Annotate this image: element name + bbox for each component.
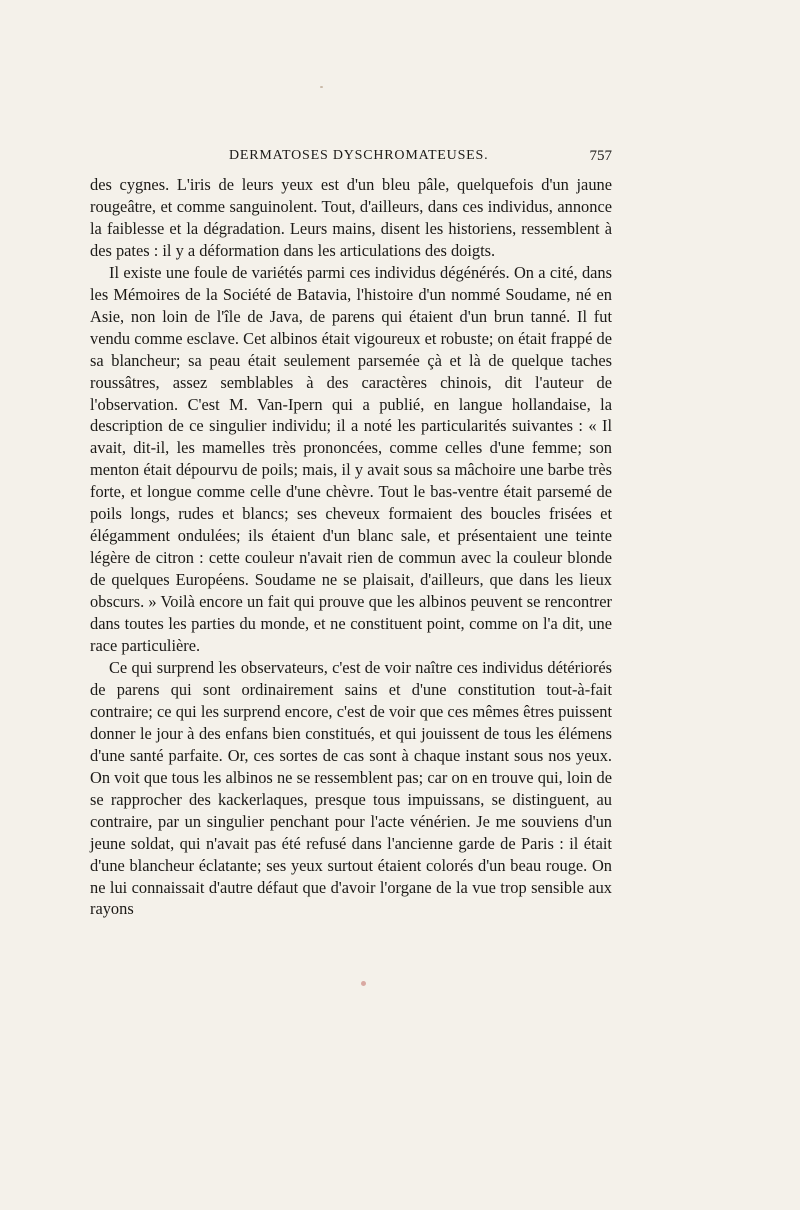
page-number: 757 bbox=[589, 148, 612, 164]
paragraph-observers: Ce qui surprend les observateurs, c'est de voir naître ces individus détériorés de parens qui sont ordinairement sains et d'une constitution tout-à-fait contraire; ce qui les surprend encore, c'est de voir que ces mêmes êtres puissent donner le jour à des enfans bien constitués, et qui jouissent de tous les élémens d'une santé parfaite. Or, ces sortes de cas sont à chaque instant sous nos yeux. On voit que tous les albinos ne se ressemblent pas; car on en trouve qui, loin de se rapprocher des kackerlaques, presque tous impuissans, se distinguent, au contraire, par un singulier penchant pour l'acte vénérien. Je me souviens d'un jeune soldat, qui n'avait pas été refusé dans l'ancienne garde de Paris : il était d'une blancheur éclatante; ses yeux surtout étaient colorés d'un beau rouge. On ne lui connaissait d'autre défaut que d'avoir l'organe de la vue trop sensible aux rayons bbox=[90, 657, 612, 919]
paper-speck bbox=[361, 981, 366, 986]
paragraph-continued: des cygnes. L'iris de leurs yeux est d'un bleu pâle, quelquefois d'un jaune rougeâtre, et comme sanguinolent. Tout, d'ailleurs, dans ces individus, annonce la faiblesse et la dégradation. Leurs mains, disent les historiens, ressemblent à des pates : il y a déformation dans les articulations des doigts. bbox=[90, 175, 612, 260]
paragraph-soudame: Il existe une foule de variétés parmi ces individus dégénérés. On a cité, dans les Mémoires de la Société de Batavia, l'histoire d'un nommé Soudame, né en Asie, non loin de l'île de Java, de parens qui étaient d'un brun tanné. Il fut vendu comme esclave. Cet albinos était vigoureux et robuste; on était frappé de sa blancheur; sa peau était seulement parsemée çà et là de quelque taches roussâtres, assez semblables à des caractères chinois, dit l'auteur de l'observation. C'est M. Van-Ipern qui a publié, en langue hollandaise, la description de ce singulier individu; il a noté les particularités suivantes : « Il avait, dit-il, les mamelles très prononcées, comme celles d'une femme; son menton était dépourvu de poils; mais, il y avait sous sa mâchoire une barbe très forte, et longue comme celle d'une chèvre. Tout le bas-ventre était parsemé de poils longs, rudes et blancs; ses cheveux formaient des boucles frisées et élégamment ondulées; ils étaient d'un blanc sale, et présentaient une teinte légère de citron : cette couleur n'avait rien de commun avec la couleur blonde de quelques Européens. Soudame ne se plaisait, d'ailleurs, que dans les lieux obscurs. » Voilà encore un fait qui prouve que les albinos peuvent se rencontrer dans toutes les parties du monde, et ne constituent point, comme on l'a dit, une race particulière. bbox=[90, 262, 612, 656]
paper-speck bbox=[320, 86, 323, 88]
page-header bbox=[90, 148, 612, 168]
body-text bbox=[90, 174, 612, 920]
running-title: DERMATOSES DYSCHROMATEUSES. bbox=[229, 148, 489, 163]
